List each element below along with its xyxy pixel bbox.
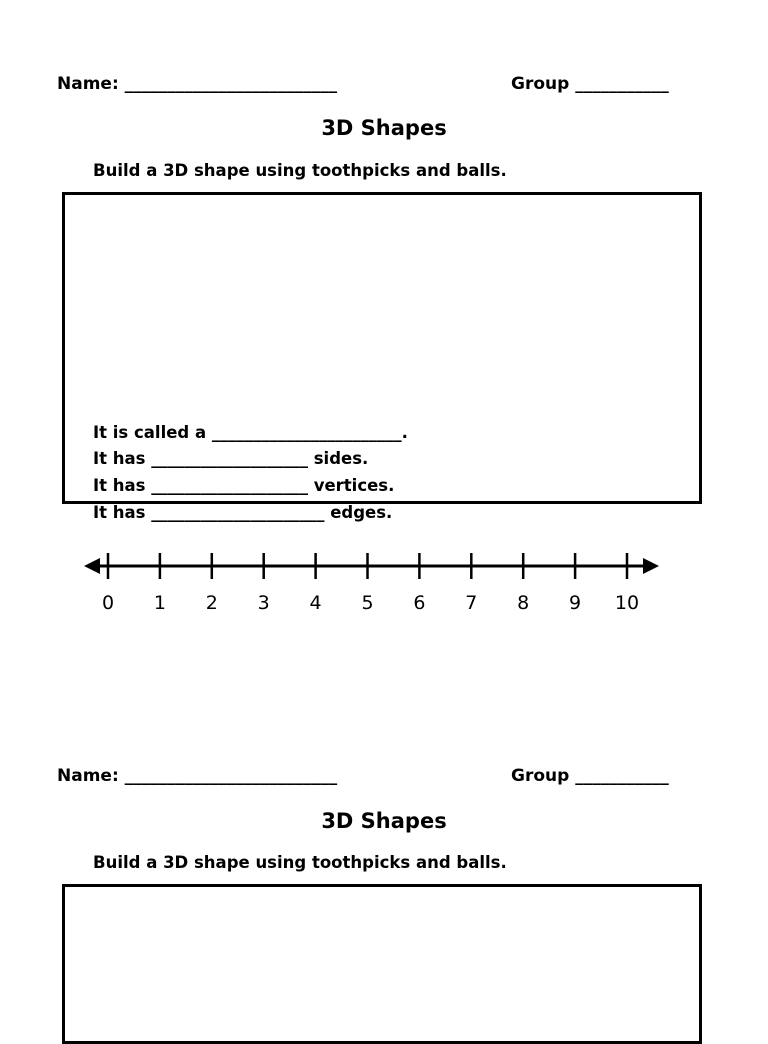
- instruction-text: Build a 3D shape using toothpicks and balls.: [93, 853, 507, 872]
- left-arrow-icon: [84, 558, 100, 574]
- question-vertices: It has ___________________ vertices.: [93, 476, 395, 495]
- worksheet-title: 3D Shapes: [321, 116, 447, 140]
- name-field[interactable]: Name: _________________________: [57, 74, 338, 94]
- number-line-label: 3: [257, 592, 270, 614]
- right-arrow-icon: [643, 558, 659, 574]
- question-edges: It has _____________________ edges.: [93, 503, 393, 522]
- number-line-label: 7: [465, 592, 478, 614]
- worksheet-title: 3D Shapes: [321, 809, 447, 833]
- number-line-label: 0: [101, 592, 115, 614]
- number-line-label: 1: [153, 592, 166, 614]
- name-field[interactable]: Name: _________________________: [57, 766, 338, 786]
- number-line-label: 4: [309, 592, 322, 614]
- number-line-label: 8: [517, 592, 530, 614]
- group-field[interactable]: Group ___________: [511, 74, 669, 94]
- number-line-label: 6: [413, 592, 426, 614]
- number-line-label: 9: [569, 592, 582, 614]
- question-called: It is called a _______________________.: [93, 423, 408, 442]
- instruction-text: Build a 3D shape using toothpicks and balls.: [93, 161, 507, 180]
- question-sides: It has ___________________ sides.: [93, 449, 369, 468]
- number-line-label: 5: [361, 592, 374, 614]
- number-line-label: 10: [614, 592, 640, 614]
- number-line-label: 2: [205, 592, 218, 614]
- group-field[interactable]: Group ___________: [511, 766, 669, 786]
- number-line: [80, 545, 665, 620]
- drawing-box: [62, 884, 702, 1044]
